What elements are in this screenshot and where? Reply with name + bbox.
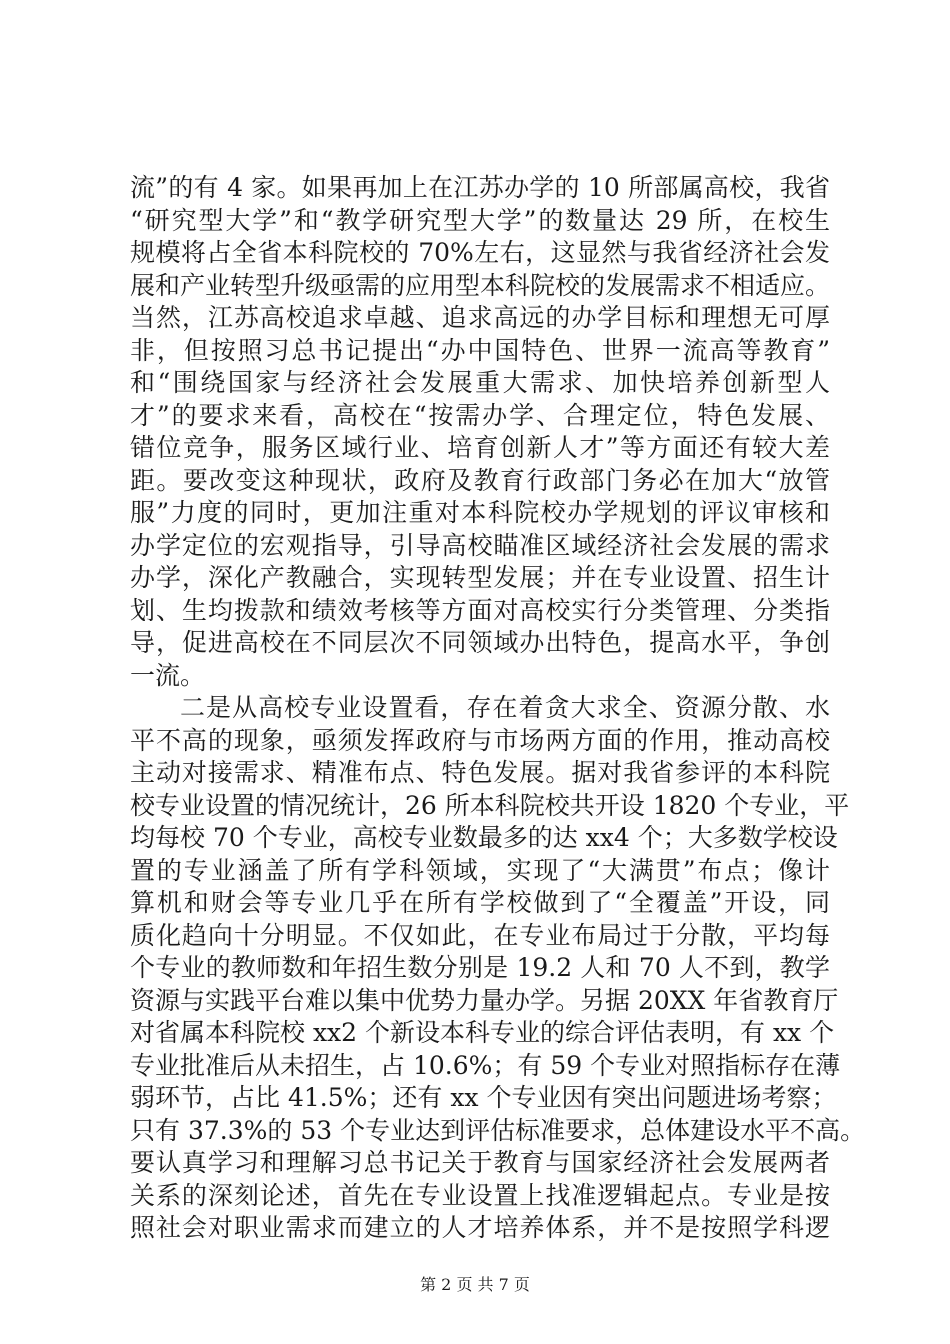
text-line: 距。要改变这种现状，政府及教育行政部门务必在加大“放管 [130, 465, 830, 495]
text-line: 资源与实践平台难以集中优势力量办学。另据 20XX 年省教育厅 [130, 985, 839, 1015]
text-line: 划、生均拨款和绩效考核等方面对高校实行分类管理、分类指 [130, 595, 830, 625]
text-line: 展和产业转型升级亟需的应用型本科院校的发展需求不相适应。 [130, 270, 831, 300]
text-line: 流”的有 4 家。如果再加上在江苏办学的 10 所部属高校，我省 [130, 173, 830, 202]
text-line: 规模将占全省本科院校的 70%左右，这显然与我省经济社会发 [130, 238, 830, 267]
text-line: 校专业设置的情况统计，26 所本科院校共开设 1820 个专业，平 [130, 790, 850, 820]
text-line: 一流。 [130, 660, 206, 690]
text-line: 要认真学习和理解习总书记关于教育与国家经济社会发展两者 [130, 1148, 830, 1177]
text-line: 质化趋向十分明显。不仅如此，在专业布局过于分散，平均每 [130, 920, 830, 950]
text-line: 算机和财会等专业几乎在所有学校做到了“全覆盖”开设，同 [130, 888, 830, 917]
text-line: 弱环节，占比 41.5%；还有 xx 个专业因有突出问题进场考察； [130, 1083, 837, 1112]
text-line: 办学定位的宏观指导，引导高校瞄准区域经济社会发展的需求 [130, 530, 830, 560]
text-line: 专业批准后从未招生，占 10.6%；有 59 个专业对照指标存在薄 [130, 1050, 841, 1080]
page-number-footer: 第 2 页 共 7 页 [420, 1275, 530, 1294]
text-line: 当然，江苏高校追求卓越、追求高远的办学目标和理想无可厚 [130, 303, 830, 332]
text-line: 照社会对职业需求而建立的人才培养体系，并不是按照学科逻 [130, 1213, 830, 1242]
text-line: 均每校 70 个专业，高校专业数最多的达 xx4 个；大多数学校设 [130, 823, 838, 852]
paragraph-first-line: 二是从高校专业设置看，存在着贪大求全、资源分散、水 [180, 693, 830, 722]
text-line: 导，促进高校在不同层次不同领域办出特色，提高水平，争创 [130, 628, 830, 657]
text-line: 和“围绕国家与经济社会发展重大需求、加快培养创新型人 [130, 368, 830, 397]
text-line: 只有 37.3%的 53 个专业达到评估标准要求，总体建设水平不高。 [130, 1115, 866, 1145]
text-line: 服”力度的同时，更加注重对本科院校办学规划的评议审核和 [130, 498, 830, 527]
text-line: 对省属本科院校 xx2 个新设本科专业的综合评估表明，有 xx 个 [130, 1018, 835, 1047]
text-line: 个专业的教师数和年招生数分别是 19.2 人和 70 人不到，教学 [130, 953, 830, 982]
text-line: 置的专业涵盖了所有学科领域，实现了“大满贯”布点；像计 [130, 855, 830, 885]
text-line: 关系的深刻论述，首先在专业设置上找准逻辑起点。专业是按 [130, 1180, 830, 1210]
text-line: 非，但按照习总书记提出“办中国特色、世界一流高等教育” [130, 335, 830, 365]
text-line: “研究型大学”和“教学研究型大学”的数量达 29 所，在校生 [130, 205, 830, 235]
text-line: 错位竞争，服务区域行业、培育创新人才”等方面还有较大差 [130, 433, 830, 462]
text-line: 主动对接需求、精准布点、特色发展。据对我省参评的本科院 [130, 758, 830, 787]
body-text [130, 172, 866, 1245]
text-line: 才”的要求来看，高校在“按需办学、合理定位，特色发展、 [130, 400, 830, 430]
text-line: 办学，深化产教融合，实现转型发展；并在专业设置、招生计 [130, 563, 830, 592]
text-line: 平不高的现象，亟须发挥政府与市场两方面的作用，推动高校 [130, 725, 830, 755]
